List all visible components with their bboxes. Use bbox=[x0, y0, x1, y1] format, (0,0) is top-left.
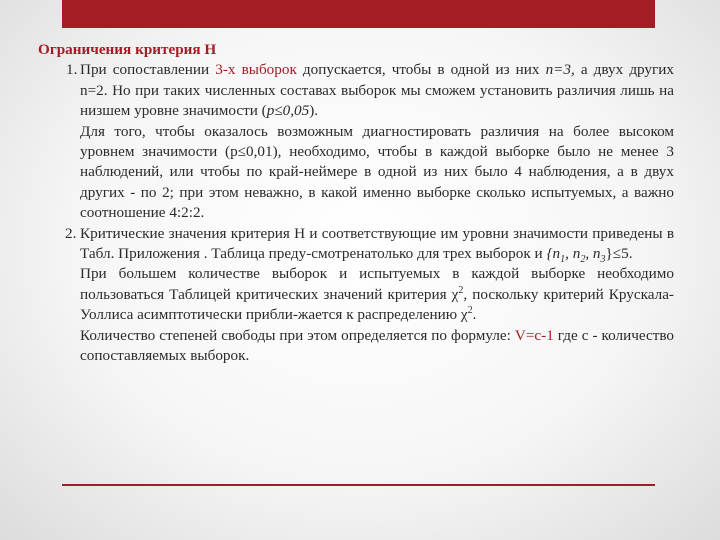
header-accent-bar bbox=[62, 0, 655, 28]
slide-title: Ограничения критерия Н bbox=[38, 41, 217, 58]
math-expression: p≤0,05 bbox=[266, 102, 310, 120]
paragraph: При сопоставлении 3-х выборок допускается, чтобы в одной из них n=3, а двух других n=2. Но при таких численных составах выборок мы сможем установить различия лишь на низшем уровне значимости (p≤0,05). bbox=[80, 61, 674, 120]
highlight-term: 3-х выборок bbox=[215, 61, 297, 79]
slide-content bbox=[38, 40, 674, 367]
paragraph: Для того, чтобы оказалось возможным диагностировать различия на более высоком уровнем значимости (p≤0,01), необходимо, чтобы в каждой выборке было не менее 3 наблюдений, или чтобы по край-неймере в одной из них было 4 наблюдения, а в двух других - по 2; при этом неважно, в какой именно выборке сколько испытуемых, а важно соотношение 4:2:2. bbox=[80, 122, 674, 222]
item-number: 1. bbox=[66, 61, 78, 79]
list-item-2 bbox=[38, 224, 674, 367]
item-number: 2. bbox=[65, 224, 77, 242]
paragraph: Критические значения критерия Н и соответствующие им уровни значимости приведены в Табл. Приложения . Таблица преду-смотренатолько для трех выборок и {$n_1$, $n_2$, $n_3\}\le 5$. bbox=[80, 224, 674, 266]
paragraph: При большем количестве выборок и испытуемых в каждой выборке необходимо пользоваться Таблицей критических значений критерия $\chi^2$, поскольку критерий Крускала-Уоллиса асимптотически прибли-жается к распределению $\chi^2$. bbox=[80, 265, 674, 324]
footer-divider bbox=[62, 484, 655, 486]
formula: V=c-1 bbox=[514, 326, 554, 344]
paragraph: Количество степеней свободы при этом определяется по формуле: V=c-1 где с - количество сопоставляемых выборок. bbox=[80, 326, 674, 365]
math-expression: {$n_1$, $n_2$, $n_3$ bbox=[546, 245, 606, 266]
list-item-1 bbox=[38, 60, 674, 223]
math-expression: n=3, bbox=[545, 61, 575, 79]
